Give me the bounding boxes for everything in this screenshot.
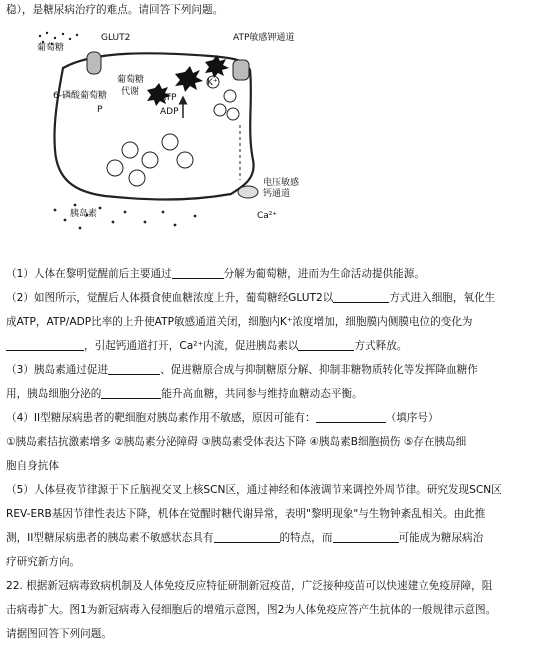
- q2-line-2: 成ATP，ATP/ADP比率的上升使ATP敏感通道关闭，细胞内K⁺浓度增加，细胞膜内侧膜电位的变化为: [6, 316, 473, 328]
- label-adp: ADP: [160, 107, 179, 117]
- label-k: K⁺: [207, 78, 218, 88]
- q4-line-1: （4）II型糖尿病患者的靶细胞对胰岛素作用不敏感，原因可能有： （填序号）: [6, 412, 439, 424]
- label-glucose: 葡萄糖: [37, 43, 65, 53]
- q5-line-1: （5）人体昼夜节律源于下丘脑视交叉上核SCN区，通过神经和体液调节来调控外周节律。研究发现SCN区: [6, 484, 502, 496]
- q2-line-1: （2）如图所示，觉醒后人体摄食使血糖浓度上升，葡萄糖经GLUT2以 方式进入细胞，氧化生: [6, 292, 496, 304]
- q4-options: ①胰岛素拮抗激素增多 ②胰岛素分泌障碍 ③胰岛素受体表达下降 ④胰岛素B细胞损伤 ⑤存在胰岛细: [6, 436, 467, 448]
- answer-blank[interactable]: [333, 290, 389, 303]
- q4-options-cont: 胞自身抗体: [6, 460, 59, 472]
- answer-blank[interactable]: [298, 338, 354, 351]
- answer-blank[interactable]: [214, 530, 280, 543]
- answer-blank[interactable]: [101, 386, 161, 399]
- atp-k-channel: [233, 60, 249, 80]
- label-atp: ATP: [160, 93, 177, 103]
- answer-blank[interactable]: [333, 530, 399, 543]
- q5-line-2: REV-ERB基因节律性表达下降，机体在觉醒时糖代谢异常，表明"黎明现象"与生物钟紊乱相关。由此推: [6, 508, 486, 520]
- q22-line-2: 击病毒扩大。图1为新冠病毒入侵细胞后的增殖示意图，图2为人体免疫应答产生抗体的一般规律示意图。: [6, 604, 497, 616]
- label-glucose-in: 葡萄糖: [117, 75, 145, 85]
- answer-blank[interactable]: [172, 266, 224, 279]
- label-g6p: 6-磷酸葡萄糖: [53, 91, 107, 101]
- label-ca-channel-1: 电压敏感: [263, 178, 300, 188]
- q5-line-3: 测，II型糖尿病患者的胰岛素不敏感状态具有 的特点，而 可能成为糖尿病治: [6, 532, 484, 544]
- intro-tail: 稳），是糖尿病治疗的难点。请回答下列问题。: [6, 4, 224, 16]
- answer-blank[interactable]: [6, 338, 84, 351]
- q5-line-4: 疗研究新方向。: [6, 556, 81, 568]
- beta-cell-figure: [35, 30, 300, 235]
- insulin-granules: [107, 134, 193, 186]
- label-p: P: [97, 105, 103, 115]
- ca-channel: [238, 186, 258, 198]
- q1: （1）人体在黎明觉醒前后主要通过 分解为葡萄糖，进而为生命活动提供能源。: [6, 268, 425, 280]
- answer-blank[interactable]: [108, 362, 160, 375]
- label-ca-channel-2: 钙通道: [263, 189, 291, 199]
- label-ca: Ca²⁺: [257, 211, 278, 221]
- answer-blank[interactable]: [316, 410, 386, 423]
- q22-line-1: 22. 根据新冠病毒致病机制及人体免疫反应特征研制新冠疫苗，广泛接种疫苗可以快速建立免疫屏障，阻: [6, 580, 493, 592]
- label-metabolism: 代谢: [121, 87, 140, 97]
- q3-line-2: 用，胰岛细胞分泌的 能升高血糖，共同参与维持血糖动态平衡。: [6, 388, 363, 400]
- label-atp-channel: ATP敏感钾通道: [233, 33, 295, 43]
- q22-line-3: 请据图回答下列问题。: [6, 628, 112, 640]
- q2-line-3: ，引起钙通道打开，Ca²⁺内流，促进胰岛素以 方式释放。: [6, 338, 407, 354]
- glut2-transporter: [87, 52, 101, 74]
- label-glut2: GLUT2: [101, 33, 131, 43]
- q3-line-1: （3）胰岛素通过促进 、促进糖原合成与抑制糖原分解、抑制非糖物质转化等发挥降血糖作: [6, 364, 478, 376]
- label-insulin: 胰岛素: [70, 209, 98, 219]
